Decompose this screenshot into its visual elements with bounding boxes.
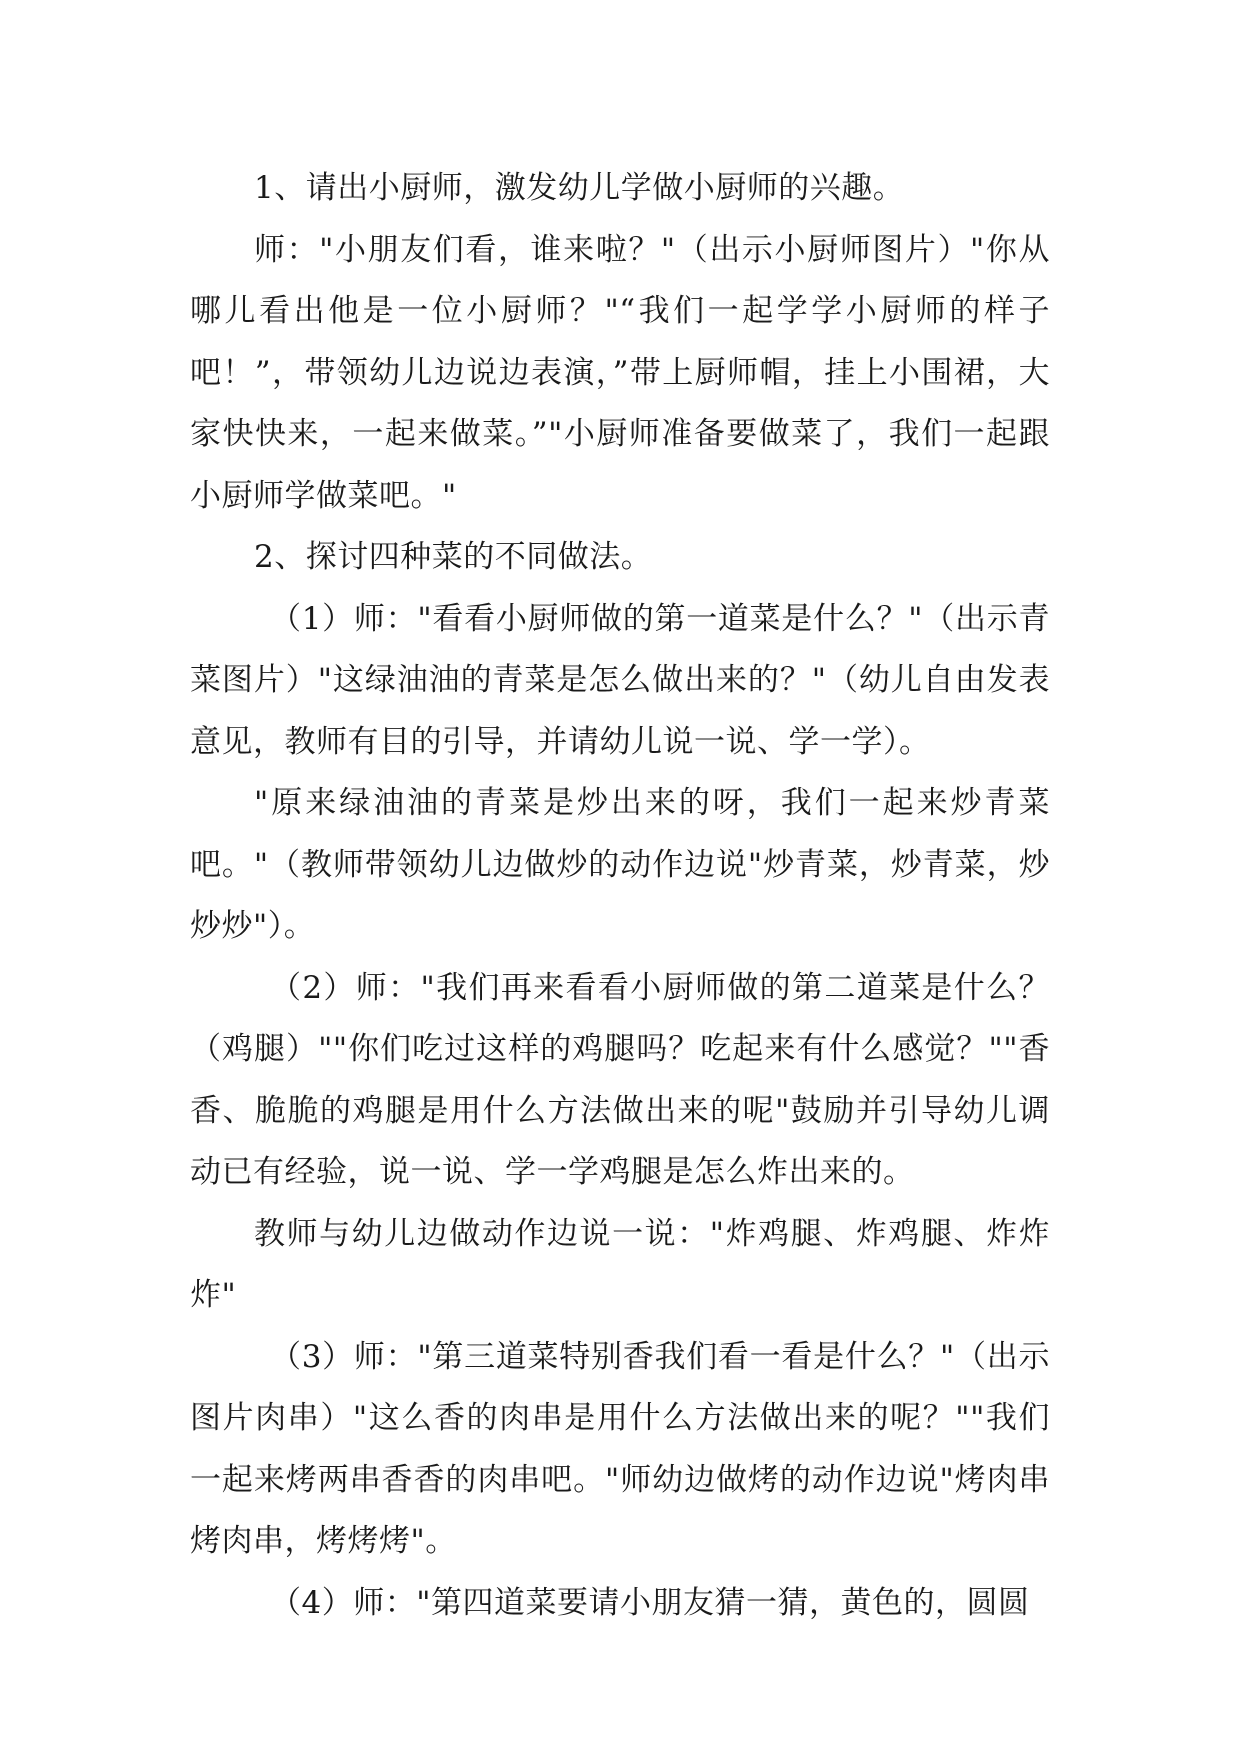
paragraph-step-2-heading: 2、探讨四种菜的不同做法。 (254, 539, 653, 575)
paragraph-step-1-heading: 1、请出小厨师，激发幼儿学做小厨师的兴趣。 (254, 170, 905, 206)
paragraph-dish-1: （1）师："看看小厨师做的第一道菜是什么？"（出示青菜图片）"这绿油油的青菜是怎么做出来的？"（幼儿自由发表意见，教师有目的引导，并请幼儿说一说、学一学）。 (190, 600, 1050, 760)
paragraph-dish-2: （2）师："我们再来看看小厨师做的第二道菜是什么？（鸡腿）""你们吃过这样的鸡腿吗？吃起来有什么感觉？""香香、脆脆的鸡腿是用什么方法做出来的呢"鼓励并引导幼儿调动已有经验，说一说、学一学鸡腿是怎么炸出来的。 (190, 969, 1050, 1190)
paragraph-dish-3: （3）师："第三道菜特别香我们看一看是什么？"（出示图片肉串）"这么香的肉串是用什么方法做出来的呢？""我们一起来烤两串香香的肉串吧。"师幼边做烤的动作边说"烤肉串烤肉串，烤烤烤"。 (190, 1338, 1050, 1559)
paragraph-dish-4: （4）师："第四道菜要请小朋友猜一猜，黄色的，圆圆 (270, 1584, 1030, 1621)
document-body (190, 158, 1050, 1634)
paragraph-teacher-intro: 师："小朋友们看，谁来啦？"（出示小厨师图片）"你从哪儿看出他是一位小厨师？"“我们一起学学小厨师的样子吧！”，带领幼儿边说边表演，”带上厨师帽，挂上小围裙，大家快快来，一起来做菜。”"小厨师准备要做菜了，我们一起跟小厨师学做菜吧。" (190, 231, 1050, 514)
paragraph-dish-2-fry-chant: 教师与幼儿边做动作边说一说："炸鸡腿、炸鸡腿、炸炸炸" (190, 1215, 1050, 1313)
paragraph-dish-1-stir-fry: "原来绿油油的青菜是炒出来的呀，我们一起来炒青菜吧。"（教师带领幼儿边做炒的动作边说"炒青菜，炒青菜，炒炒炒"）。 (190, 785, 1050, 944)
